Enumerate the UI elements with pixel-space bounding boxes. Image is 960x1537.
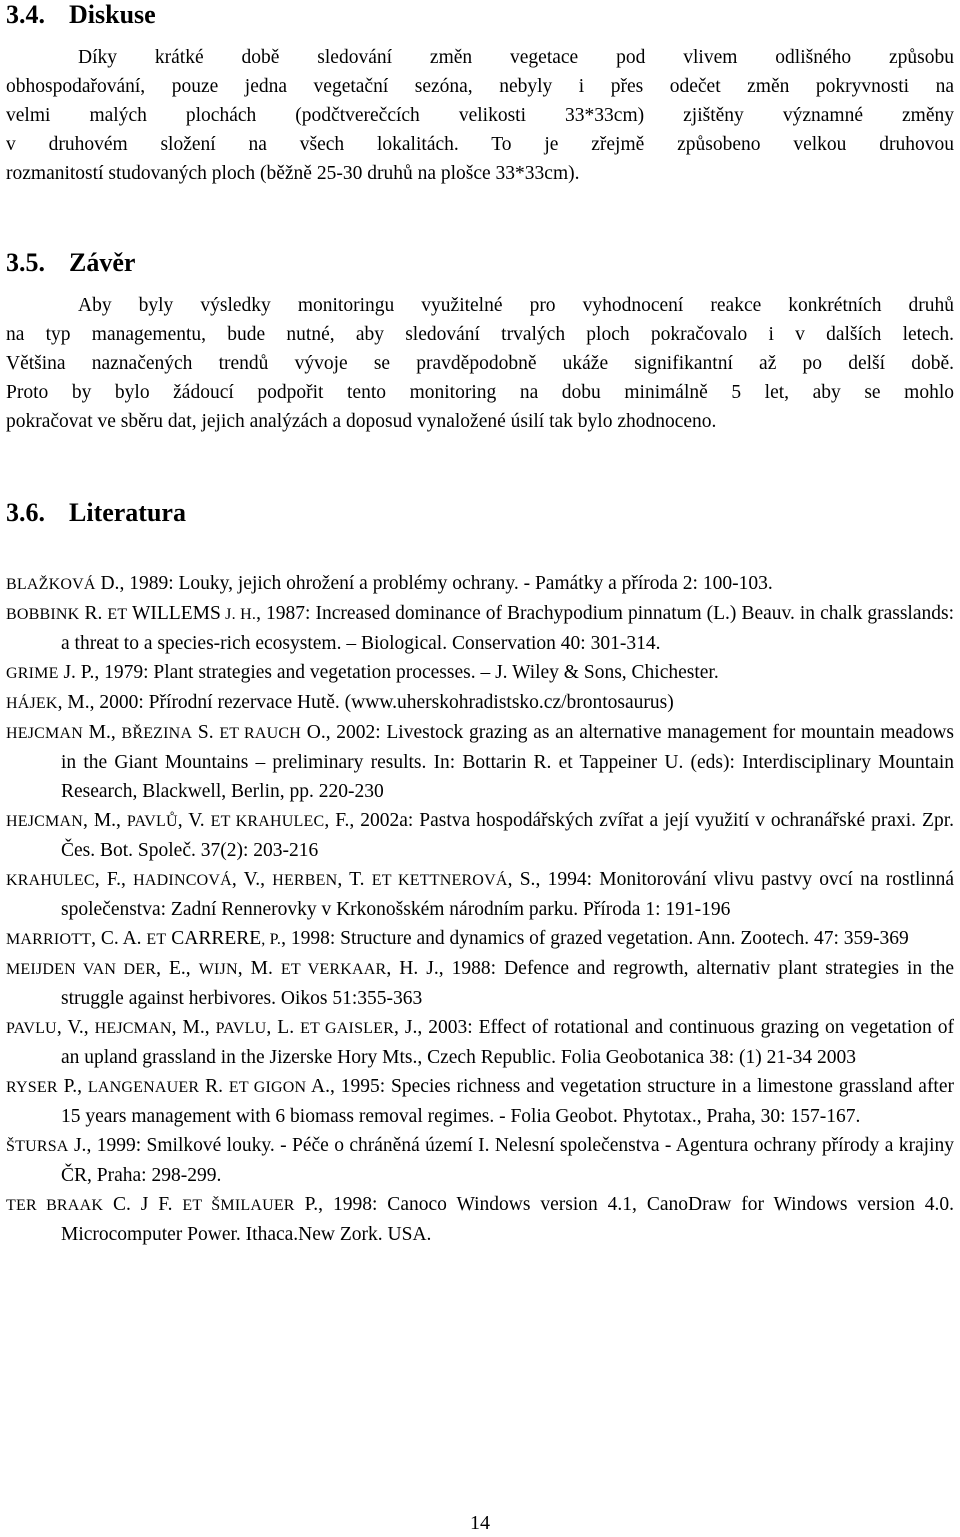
reference-initials: , F., [94, 869, 134, 890]
reference-text: , 1988: Defence and regrowth, alternativ plant strategies in the struggle against herbivores. Oikos 51:355-363 [61, 958, 954, 1009]
reference-text: , 1979: Plant strategies and vegetation processes. – J. Wiley & Sons, Chichester. [94, 662, 719, 683]
reference-text: , 1998: Structure and dynamics of grazed vegetation. Ann. Zootech. 47: 359-369 [281, 928, 909, 949]
reference-author: BLAŽKOVÁ [6, 576, 96, 593]
reference-author: ET KRAHULEC [210, 813, 325, 830]
reference-initials: P. [294, 1194, 319, 1215]
reference-initials: D. [95, 573, 120, 594]
reference-initials: R. [199, 1076, 229, 1097]
reference-item [6, 954, 954, 1013]
reference-author: ET GAISLER [300, 1020, 394, 1037]
reference-author: ET KETTNEROVÁ [371, 872, 508, 889]
reference-author: , P. [261, 931, 282, 948]
paragraph-line: Aby byly výsledky monitoringu využitelné pro vyhodnocení reakce konkrétních druhů [78, 295, 954, 316]
reference-initials: , E., [156, 958, 199, 979]
reference-initials: , L. [266, 1017, 301, 1038]
paragraph-line: pokračovat ve sběru dat, jejich analýzách a doposud vynaložené úsilí tak bylo zhodnoceno. [6, 411, 717, 432]
reference-author: LANGENAUER [87, 1079, 200, 1096]
reference-author: ŠTURSA [6, 1138, 69, 1155]
reference-author: ET GIGON [228, 1079, 307, 1096]
reference-author: ET [146, 931, 167, 948]
paragraph-line: Většina naznačených trendů vývoje se pravděpodobně ukáže signifikantní až po delší době. [6, 353, 954, 374]
heading-title: Diskuse [69, 0, 156, 29]
reference-author: TER BRAAK [6, 1197, 104, 1214]
reference-text: , 2002: Livestock grazing as an alternative management for mountain meadows in the Giant Mountains – preliminary results. In: Bottarin R. et Tappeiner U. (eds): Interdisciplinary Mountain Research, Blackwell, Berlin, pp. 220-230 [61, 722, 954, 802]
reference-initials: , V., [231, 869, 273, 890]
reference-author: BŘEZINA [121, 725, 193, 742]
reference-initials: , V. [177, 810, 211, 831]
reference-author: ET ŠMILAUER [182, 1197, 295, 1214]
reference-author: HERBEN [272, 872, 338, 889]
reference-author: RYSER [6, 1079, 58, 1096]
reference-initials: , J. [394, 1017, 418, 1038]
reference-author: PAVLU [6, 1020, 57, 1037]
heading-zaver [6, 248, 135, 278]
reference-text: , 1989: Louky, jejich ohrožení a problémy ochrany. - Památky a příroda 2: 100-103. [119, 573, 773, 594]
reference-author: HEJCMAN [6, 813, 83, 830]
reference-initials: , C. A. [91, 928, 147, 949]
heading-literatura [6, 498, 186, 528]
reference-initials: S. [192, 722, 220, 743]
reference-item [6, 569, 954, 599]
paragraph-diskuse [6, 43, 954, 188]
reference-initials: J. [68, 1135, 87, 1156]
reference-initials: J. P. [58, 662, 95, 683]
reference-item [6, 1131, 954, 1190]
heading-title: Literatura [69, 498, 186, 527]
reference-item [6, 1190, 954, 1249]
paragraph-line: v druhovém složení na všech lokalitách. To je zřejmě způsobeno velkou druhovou [6, 134, 954, 155]
reference-item [6, 924, 954, 954]
reference-initials: O. [301, 722, 326, 743]
reference-initials: R. [79, 603, 108, 624]
reference-author: ET RAUCH [219, 725, 302, 742]
reference-author: MARRIOTT [6, 931, 92, 948]
reference-initials: , M., [171, 1017, 216, 1038]
reference-initials: , F. [324, 810, 350, 831]
reference-item [6, 806, 954, 865]
reference-initials: , H. J. [386, 958, 439, 979]
paragraph-line: rozmanitostí studovaných ploch (běžně 25-30 druhů na plošce 33*33cm). [6, 163, 580, 184]
reference-author: HEJCMAN [6, 725, 83, 742]
paragraph-line: velmi malých plochách (podčtverečcích velikosti 33*33cm) zjištěny významné změny [6, 105, 954, 126]
reference-text: , 1999: Smilkové louky. - Péče o chráněná území I. Nelesní společenstva - Agentura ochrany přírody a krajiny ČR, Praha: 298-299. [61, 1135, 954, 1186]
reference-initials: C. J F. [103, 1194, 183, 1215]
reference-initials: , S. [507, 869, 536, 890]
reference-initials: M., [82, 722, 122, 743]
paragraph-line: na typ managementu, bude nutné, aby sledování trvalých ploch pokračovalo i v dalších letech. [6, 324, 954, 345]
reference-initials: CARRERE [166, 928, 262, 949]
reference-initials: , M. [237, 958, 281, 979]
reference-initials: , T. [337, 869, 372, 890]
reference-text: , 1998: Canoco Windows version 4.1, CanoDraw for Windows version 4.0. Microcomputer Power. Ithaca.New Zork. USA. [61, 1194, 954, 1245]
heading-title: Závěr [69, 248, 136, 277]
page-number: 14 [470, 1512, 490, 1534]
reference-item [6, 599, 954, 658]
reference-text: , 1995: Species richness and vegetation structure in a limestone grassland after 15 years management with 6 biomass removal regimes. - Folia Geobot. Phytotax., Praha, 30: 157-167. [61, 1076, 954, 1127]
heading-number: 3.6. [6, 498, 45, 527]
reference-item [6, 658, 954, 688]
reference-initials: , V., [56, 1017, 95, 1038]
reference-author: BOBBINK [6, 606, 80, 623]
heading-number: 3.5. [6, 248, 45, 277]
reference-initials: , M., [82, 810, 127, 831]
heading-number: 3.4. [6, 0, 45, 29]
reference-author: HADINCOVÁ [133, 872, 232, 889]
reference-author: J. H. [220, 606, 257, 623]
reference-initials: A. [306, 1076, 331, 1097]
reference-item [6, 718, 954, 806]
reference-author: PAVLU [215, 1020, 267, 1037]
paragraph-line: obhospodařování, pouze jedna vegetační sezóna, nebyly i přes odečet změn pokryvnosti na [6, 76, 954, 97]
reference-text: , 1994: Monitorování vlivu pastvy ovcí na rostlinná společenstva: Zadní Rennerovky v Krkonošském národním parku. Příroda 1: 191-196 [61, 869, 954, 920]
reference-author: HEJCMAN [94, 1020, 172, 1037]
reference-text: , 1987: Increased dominance of Brachypodium pinnatum (L.) Beauv. in chalk grasslands: a threat to a species-rich ecosystem. – Biological. Conservation 40: 301-314. [61, 603, 954, 654]
reference-initials: P., [57, 1076, 88, 1097]
reference-author: PAVLŮ [126, 813, 178, 830]
reference-item [6, 688, 954, 718]
reference-item [6, 1013, 954, 1072]
reference-author: ET [107, 606, 128, 623]
reference-initials: , M. [57, 692, 90, 713]
reference-text: , 2000: Přírodní rezervace Hutě. (www.uherskohradistsko.cz/brontosaurus) [89, 692, 674, 713]
reference-author: WIJN [198, 961, 238, 978]
reference-list [6, 569, 954, 1249]
reference-author: MEIJDEN VAN DER [6, 961, 157, 978]
reference-author: HÁJEK [6, 695, 58, 712]
reference-author: KRAHULEC [6, 872, 95, 889]
reference-author: GRIME [6, 665, 59, 682]
reference-text: , 2003: Effect of rotational and continuous grazing on vegetation of an upland grassland in the Jizerske Hory Mts., Czech Republic. Folia Geobotanica 38: (1) 21-34 2003 [61, 1017, 955, 1068]
paragraph-zaver [6, 291, 954, 436]
reference-item [6, 865, 954, 924]
paragraph-line: Díky krátké době sledování změn vegetace pod vlivem odlišného způsobu [78, 47, 954, 68]
reference-author: ET VERKAAR [280, 961, 387, 978]
reference-initials: WILLEMS [127, 603, 221, 624]
reference-text: , 2002a: Pastva hospodářských zvířat a její využití v ochranářské praxi. Zpr. Čes. Bot. Společ. 37(2): 203-216 [61, 810, 954, 861]
paragraph-line: Proto by bylo žádoucí podpořit tento monitoring na dobu minimálně 5 let, aby se mohlo [6, 382, 954, 403]
reference-item [6, 1072, 954, 1131]
heading-diskuse [6, 0, 156, 30]
